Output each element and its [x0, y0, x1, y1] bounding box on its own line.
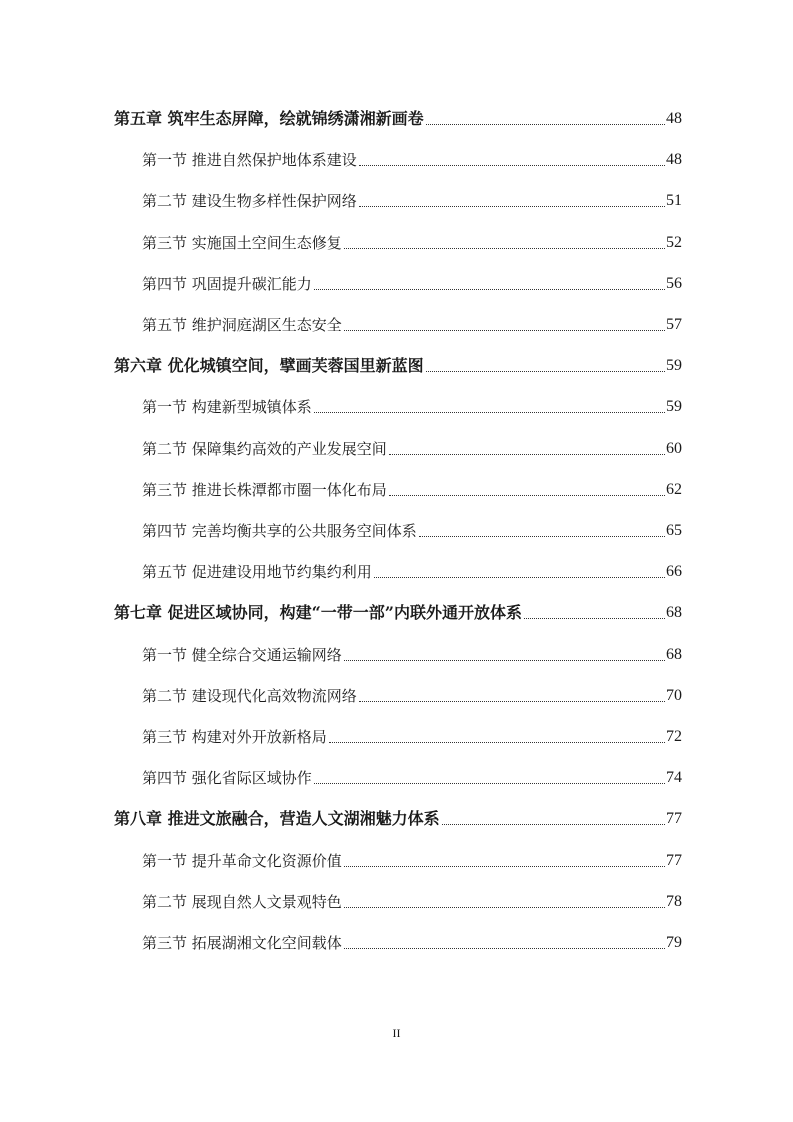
toc-chapter-entry[interactable]	[114, 804, 682, 830]
dot-leader	[359, 165, 665, 166]
toc-entry-title: 第一节 健全综合交通运输网络	[142, 646, 342, 664]
toc-section-entry[interactable]	[142, 722, 682, 748]
toc-entry-title: 第一节 构建新型城镇体系	[142, 398, 312, 416]
toc-entry-title: 第三节 推进长株潭都市圈一体化布局	[142, 481, 387, 499]
dot-leader	[389, 454, 665, 455]
toc-section-entry[interactable]	[142, 475, 682, 501]
dot-leader	[344, 330, 665, 331]
toc-entry-title: 第四节 强化省际区域协作	[142, 769, 312, 787]
toc-entry-title: 第三节 拓展湖湘文化空间载体	[142, 934, 342, 952]
dot-leader	[344, 907, 665, 908]
toc-section-entry[interactable]	[142, 763, 682, 789]
toc-entry-title: 第四节 完善均衡共享的公共服务空间体系	[142, 522, 417, 540]
toc-entry-title: 第七章 促进区域协同，构建“一带一部”内联外通开放体系	[114, 603, 522, 622]
dot-leader	[314, 289, 665, 290]
dot-leader	[314, 783, 665, 784]
toc-entry-page-number: 70	[666, 687, 682, 704]
toc-entry-page-number: 48	[666, 110, 682, 127]
toc-entry-page-number: 51	[666, 192, 682, 209]
toc-chapter-entry[interactable]	[114, 104, 682, 130]
dot-leader	[344, 248, 665, 249]
toc-section-entry[interactable]	[142, 392, 682, 418]
page-number-footer: II	[392, 1026, 401, 1040]
toc-entry-title: 第三节 实施国土空间生态修复	[142, 234, 342, 252]
dot-leader	[329, 742, 665, 743]
toc-entry-title: 第二节 展现自然人文景观特色	[142, 893, 342, 911]
toc-entry-page-number: 48	[666, 151, 682, 168]
toc-entry-page-number: 52	[666, 234, 682, 251]
dot-leader	[314, 412, 665, 413]
dot-leader	[344, 660, 665, 661]
toc-section-entry[interactable]	[142, 145, 682, 171]
toc-chapter-entry[interactable]	[114, 351, 682, 377]
toc-entry-title: 第二节 保障集约高效的产业发展空间	[142, 440, 387, 458]
toc-section-entry[interactable]	[142, 310, 682, 336]
dot-leader	[419, 536, 665, 537]
toc-section-entry[interactable]	[142, 516, 682, 542]
toc-entry-page-number: 59	[666, 357, 682, 374]
toc-entry-page-number: 62	[666, 481, 682, 498]
toc-entry-page-number: 59	[666, 398, 682, 415]
dot-leader	[359, 206, 665, 207]
toc-section-entry[interactable]	[142, 640, 682, 666]
toc-section-entry[interactable]	[142, 887, 682, 913]
toc-entry-page-number: 72	[666, 728, 682, 745]
dot-leader	[389, 495, 665, 496]
toc-entry-page-number: 74	[666, 769, 682, 786]
toc-entry-title: 第三节 构建对外开放新格局	[142, 728, 327, 746]
toc-entry-title: 第四节 巩固提升碳汇能力	[142, 275, 312, 293]
toc-entry-title: 第一节 提升革命文化资源价值	[142, 852, 342, 870]
toc-section-entry[interactable]	[142, 928, 682, 954]
toc-section-entry[interactable]	[142, 269, 682, 295]
dot-leader	[426, 124, 665, 125]
toc-entry-page-number: 79	[666, 934, 682, 951]
toc-entry-page-number: 68	[666, 646, 682, 663]
toc-entry-page-number: 65	[666, 522, 682, 539]
dot-leader	[344, 866, 665, 867]
toc-section-entry[interactable]	[142, 846, 682, 872]
dot-leader	[426, 371, 665, 372]
toc-entry-page-number: 68	[666, 604, 682, 621]
toc-section-entry[interactable]	[142, 186, 682, 212]
dot-leader	[524, 618, 665, 619]
dot-leader	[359, 701, 665, 702]
dot-leader	[442, 824, 665, 825]
dot-leader	[374, 577, 665, 578]
toc-entry-title: 第二节 建设生物多样性保护网络	[142, 192, 357, 210]
toc-entry-title: 第六章 优化城镇空间，擘画芙蓉国里新蓝图	[114, 356, 424, 375]
toc-entry-page-number: 56	[666, 275, 682, 292]
toc-entry-title: 第八章 推进文旅融合，营造人文湖湘魅力体系	[114, 809, 440, 828]
toc-entry-page-number: 77	[666, 852, 682, 869]
dot-leader	[344, 948, 665, 949]
toc-entry-page-number: 57	[666, 316, 682, 333]
toc-entry-page-number: 77	[666, 810, 682, 827]
toc-entry-title: 第五节 促进建设用地节约集约利用	[142, 563, 372, 581]
toc-entry-title: 第一节 推进自然保护地体系建设	[142, 151, 357, 169]
toc-chapter-entry[interactable]	[114, 598, 682, 624]
toc-section-entry[interactable]	[142, 681, 682, 707]
toc-entry-page-number: 66	[666, 563, 682, 580]
toc-section-entry[interactable]	[142, 557, 682, 583]
toc-entry-title: 第五节 维护洞庭湖区生态安全	[142, 316, 342, 334]
toc-entry-page-number: 78	[666, 893, 682, 910]
toc-entry-title: 第五章 筑牢生态屏障，绘就锦绣潇湘新画卷	[114, 109, 424, 128]
toc-section-entry[interactable]	[142, 228, 682, 254]
toc-section-entry[interactable]	[142, 434, 682, 460]
toc-entry-title: 第二节 建设现代化高效物流网络	[142, 687, 357, 705]
toc-entry-page-number: 60	[666, 440, 682, 457]
